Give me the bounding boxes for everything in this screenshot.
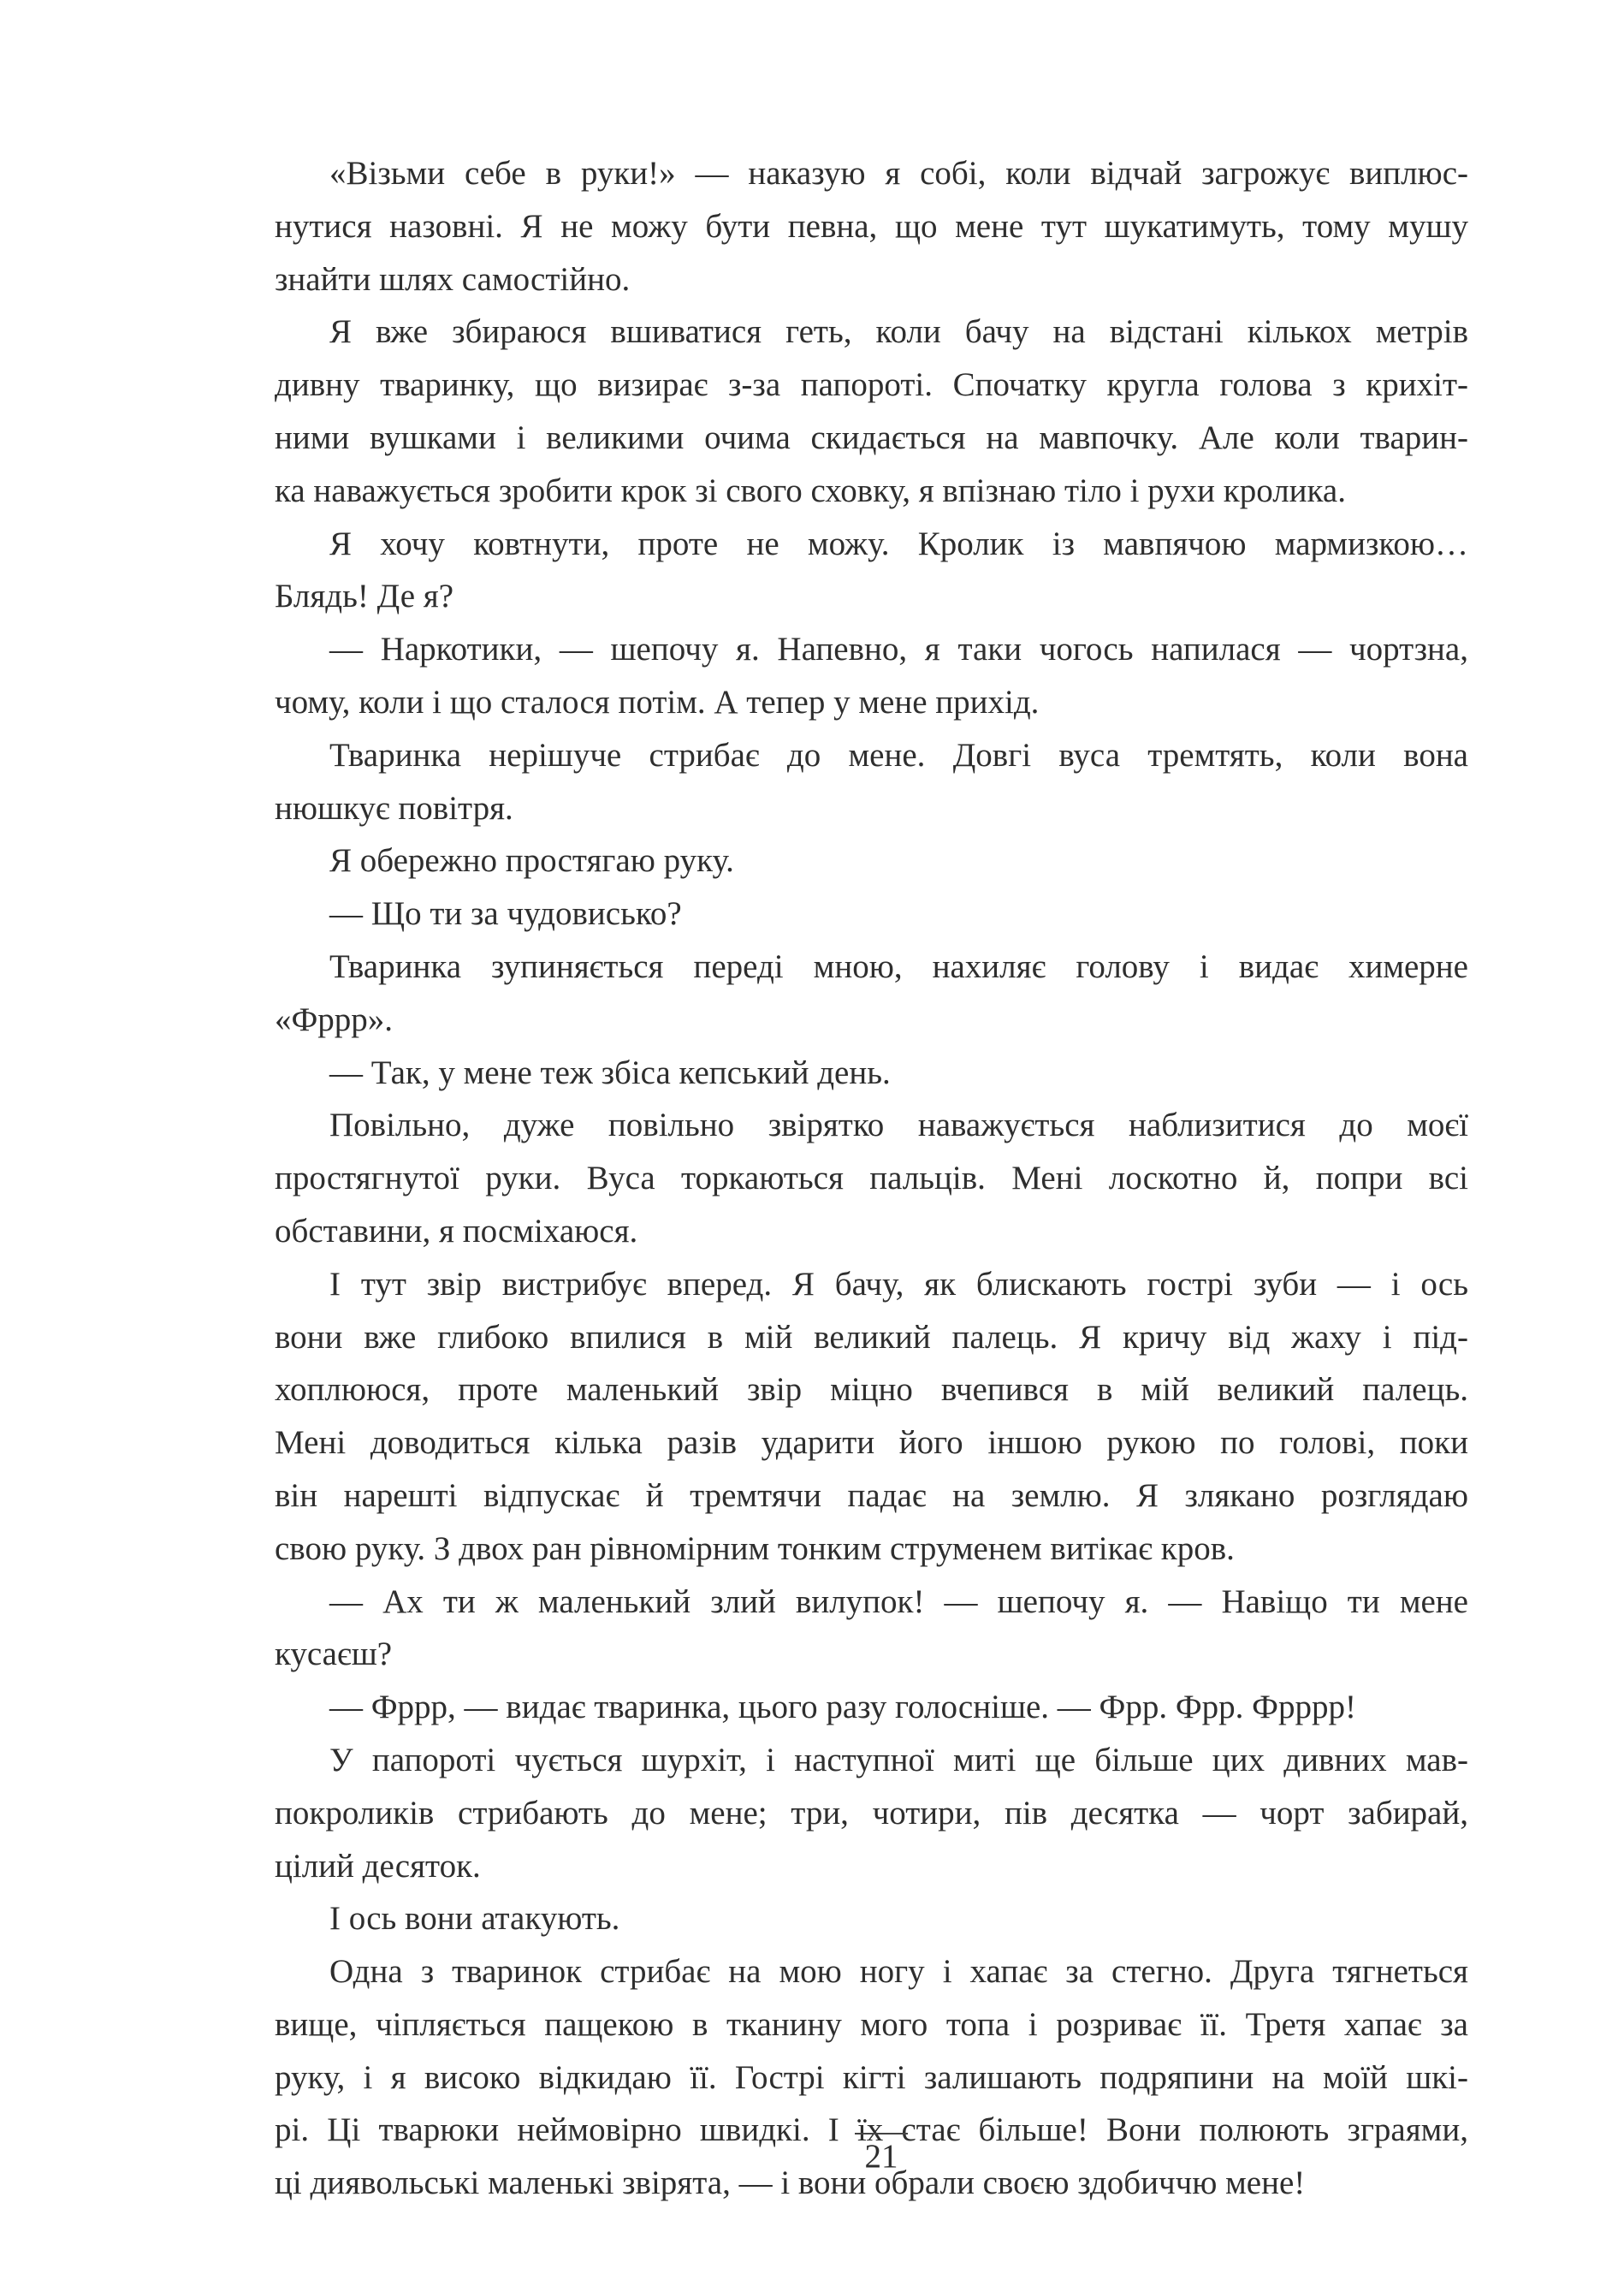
text-line: «Візьми себе в руки!» — наказую я собі, коли відчай загрожує виплюс- (329, 155, 1468, 192)
text-line: — Так, у мене теж збіса кепський день. (329, 1054, 891, 1091)
text-line: знайти шлях самостійно. (275, 260, 631, 298)
paragraph (275, 623, 1468, 729)
text-line: свою руку. З двох ран рівномірним тонким струменем витікає кров. (275, 1529, 1235, 1567)
paragraph (275, 729, 1468, 835)
paragraph (275, 941, 1468, 1047)
text-line: І тут звір вистрибує вперед. Я бачу, як блискають гострі зуби — і ось (329, 1265, 1468, 1303)
paragraph (275, 1258, 1468, 1576)
paragraph (275, 834, 1468, 888)
text-line: рі. Ці тварюки неймовірно швидкі. І їх стає більше! Вони полюють зграями, (275, 2111, 1468, 2149)
paragraph (275, 1047, 1468, 1100)
text-line: Тваринка нерішуче стрибає до мене. Довгі вуса тремтять, коли вона (329, 736, 1468, 774)
text-line: — Фррр, — видає тваринка, цього разу голосніше. — Фрр. Фрр. Фрррр! (329, 1689, 1356, 1726)
text-line: нутися назовні. Я не можу бути певна, що мене тут шукатимуть, тому мушу (275, 207, 1468, 245)
text-line: Одна з тваринок стрибає на мою ногу і хапає за стегно. Друга тягнеться (329, 1953, 1468, 1991)
paragraph (275, 1681, 1468, 1734)
text-line: Блядь! Де я? (275, 578, 454, 615)
text-line: цілий десяток. (275, 1847, 481, 1885)
text-line: дивну тваринку, що визирає з-за папороті. Спочатку кругла голова з крихіт- (275, 366, 1468, 404)
text-line: Я вже збираюся вшиватися геть, коли бачу на відстані кількох метрів (329, 313, 1468, 351)
text-line: він нарешті відпускає й тремтячи падає на землю. Я злякано розглядаю (275, 1476, 1468, 1514)
text-line: Я обережно простягаю руку. (329, 842, 734, 880)
text-line: ними вушками і великими очима скидається на мавпочку. Але коли тварин- (275, 419, 1468, 456)
text-line: Тваринка зупиняється переді мною, нахиляє голову і видає химерне (329, 947, 1468, 985)
text-line: Мені доводиться кілька разів ударити його іншою рукою по голові, поки (275, 1424, 1468, 1462)
body-text (275, 147, 1468, 2210)
text-line: вище, чіпляється пащекою в тканину мого топа і розриває її. Третя хапає за (275, 2005, 1468, 2043)
text-line: хоплююся, проте маленький звір міцно вчепився в мій великий палець. (275, 1371, 1468, 1409)
paragraph (275, 1576, 1468, 1682)
text-line: ці диявольські маленькі звірята, — і вони обрали своєю здобиччю мене! (275, 2164, 1306, 2202)
paragraph (275, 1734, 1468, 1892)
text-line: обставини, я посміхаюся. (275, 1212, 638, 1250)
text-line: Я хочу ковтнути, проте не можу. Кролик із мавпячою мармизкою… (329, 525, 1468, 562)
paragraph (275, 306, 1468, 517)
text-line: — Наркотики, — шепочу я. Напевно, я таки чогось напилася — чортзна, (329, 631, 1468, 668)
text-line: чому, коли і що сталося потім. А тепер у мене прихід. (275, 683, 1040, 721)
text-line: «Фррр». (275, 1000, 394, 1038)
text-line: покроликів стрибають до мене; три, чотири, пів десятка — чорт забирай, (275, 1794, 1468, 1832)
paragraph (275, 1892, 1468, 1945)
text-line: — Що ти за чудовисько? (329, 895, 682, 933)
text-line: простягнутої руки. Вуса торкаються пальців. Мені лоскотно й, попри всі (275, 1160, 1468, 1197)
text-line: руку, і я високо відкидаю її. Гострі кігті залишають подряпини на моїй шкі- (275, 2058, 1468, 2096)
text-line: ка наважується зробити крок зі свого сховку, я впізнаю тіло і рухи кролика. (275, 472, 1346, 509)
paragraph (275, 1099, 1468, 1257)
paragraph (275, 888, 1468, 941)
text-line: У папороті чується шурхіт, і наступної миті ще більше цих дивних мав- (329, 1741, 1468, 1778)
paragraph (275, 147, 1468, 306)
text-line: І ось вони атакують. (329, 1900, 620, 1938)
paragraph (275, 518, 1468, 624)
page-number: 21 (855, 2133, 908, 2176)
text-line: кусаєш? (275, 1636, 393, 1673)
text-line: — Ах ти ж маленький злий вилупок! — шепочу я. — Навіщо ти мене (329, 1582, 1468, 1620)
text-line: вони вже глибоко впилися в мій великий палець. Я кричу від жаху і під- (275, 1318, 1468, 1356)
text-line: нюшкує повітря. (275, 789, 513, 827)
text-line: Повільно, дуже повільно звірятко наважується наблизитися до моєї (329, 1107, 1468, 1144)
